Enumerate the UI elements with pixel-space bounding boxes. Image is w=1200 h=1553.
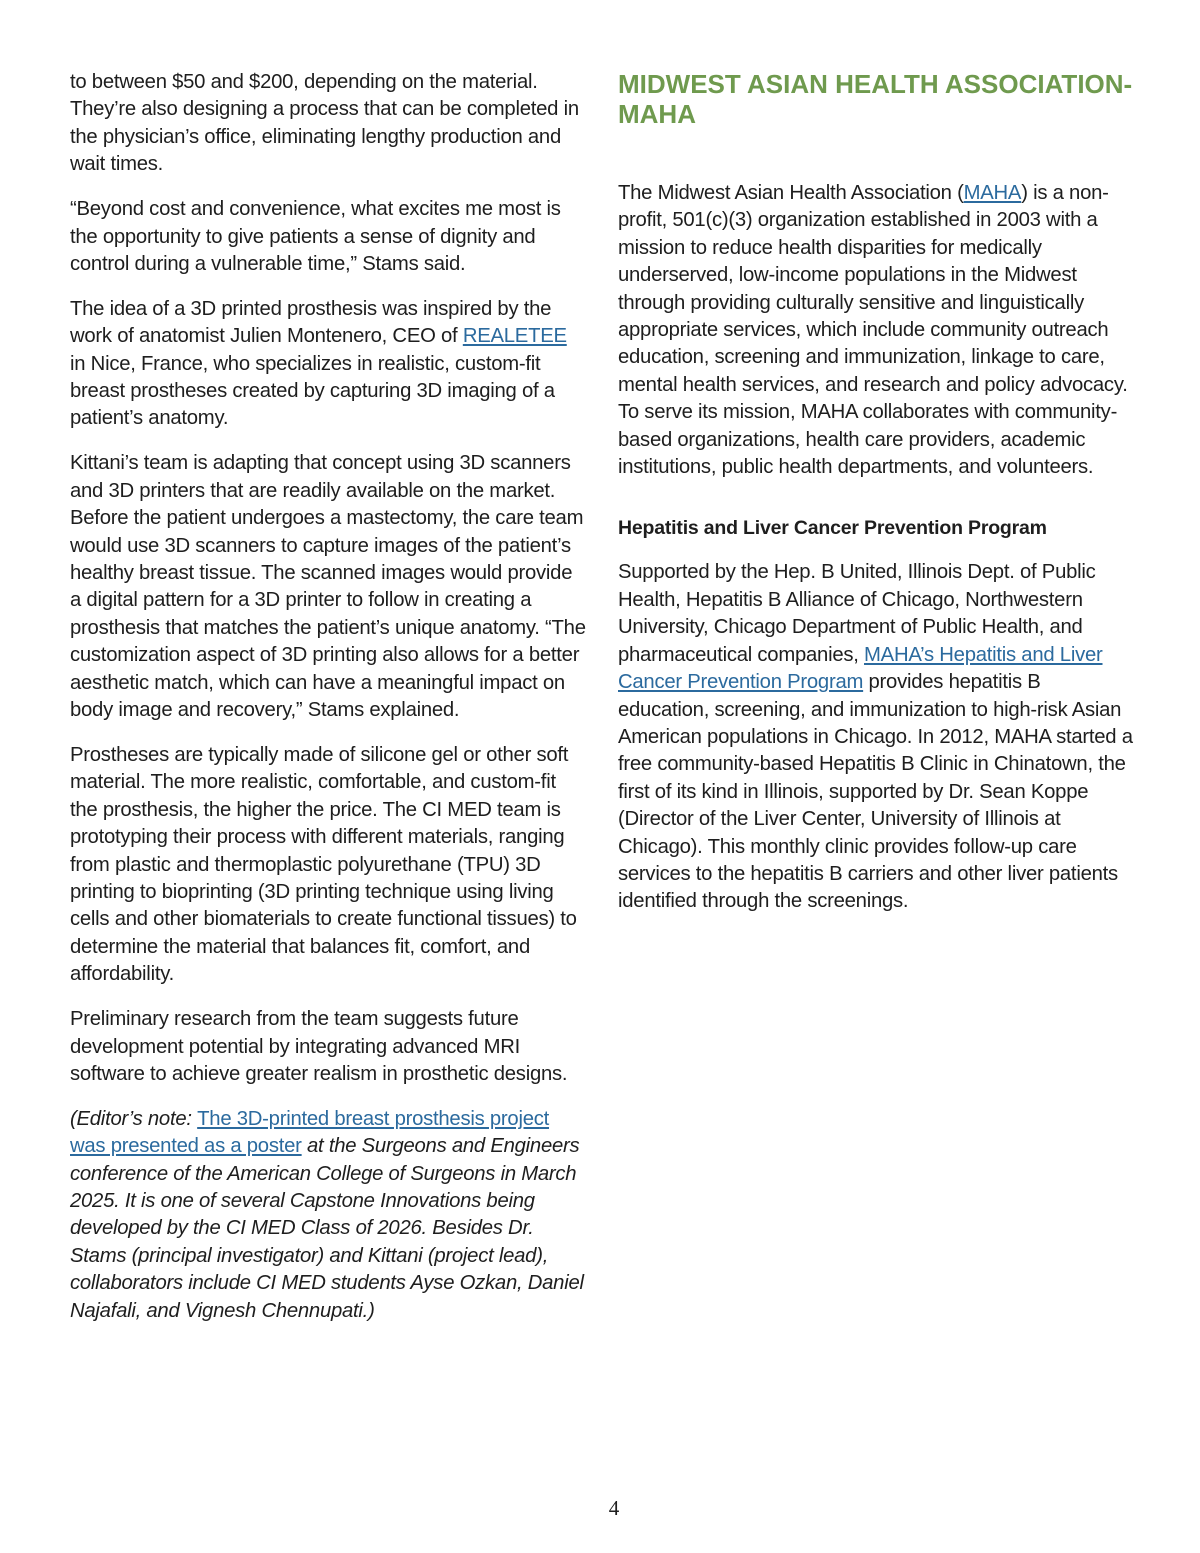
text: Supported by the Hep. B United, Illinois Dept. of Public Health, Hepatitis B Alliance of Chicago, Northwestern University, Chicago Department of Public Health, and pharmaceutical companies, xyxy=(618,561,1096,666)
prevention-program-link[interactable]: MAHA’s Hepatitis and Liver Cancer Prevention Program xyxy=(618,643,1103,694)
paragraph: Kittani’s team is adapting that concept using 3D scanners and 3D printers that are readily available on the market. Before the patient undergoes a mastectomy, the care team would use 3D scanners to capture images of the patient’s healthy breast tissue. The scanned images would provide a digital pattern for a 3D printer to follow in creating a prosthesis that matches the patient’s unique anatomy. “The customization aspect of 3D printing also allows for a better aesthetic match, which can have a meaningful impact on body image and recovery,” Stams explained. xyxy=(70,452,586,722)
section-heading: MIDWEST ASIAN HEALTH ASSOCIATION-MAHA xyxy=(618,69,1133,129)
text: ) is a non-profit, 501(c)(3) organization established in 2003 with a mission to reduce health disparities for medically underserved, low-income populations in the Midwest through providing culturally sensitive and linguistically appropriate services, which include community outreach education, screening and immunization, linkage to care, mental health services, and research and policy advocacy. To serve its mission, MAHA collaborates with community-based organizations, health care providers, academic institutions, public health departments, and volunteers. xyxy=(618,182,1128,479)
poster-link[interactable]: The 3D-printed breast prosthesis project was presented as a poster xyxy=(70,1107,550,1158)
text: The idea of a 3D printed prosthesis was inspired by the work of anatomist Julien Montenero, CEO of xyxy=(70,297,552,348)
text: in Nice, France, who specializes in realistic, custom-fit breast prostheses created by capturing 3D imaging of a patient’s anatomy. xyxy=(70,352,555,430)
text: provides hepatitis B education, screening, and immunization to high-risk Asian American populations in Chicago. In 2012, MAHA started a free community-based Hepatitis B Clinic in Chinatown, the first of its kind in Illinois, supported by Dr. Sean Koppe (Director of the Liver Center, University of Illinois at Chicago). This monthly clinic provides follow-up care services to the hepatitis B carriers and other liver patients identified through the screenings. xyxy=(618,671,1133,913)
realetee-link[interactable]: REALETEE xyxy=(462,325,567,348)
text: (Editor’s note: xyxy=(70,1107,198,1130)
subheading: Hepatitis and Liver Cancer Prevention Program xyxy=(618,517,1047,540)
paragraph: Preliminary research from the team suggests future development potential by integrating advanced MRI software to achieve greater realism in prosthetic designs. xyxy=(70,1008,568,1085)
editors-note xyxy=(70,1106,586,1325)
paragraph: Prostheses are typically made of silicone gel or other soft material. The more realistic, comfortable, and custom-fit the prosthesis, the higher the price. The CI MED team is prototyping their process with different materials, ranging from plastic and thermoplastic polyurethane (TPU) 3D printing to bioprinting (3D printing technique using living cells and other biomaterials to create functional tissues) to determine the material that balances fit, comfort, and affordability. xyxy=(70,743,577,986)
right-column xyxy=(618,69,1134,933)
text: at the Surgeons and Engineers conference of the American College of Surgeons in March 2025. It is one of several Capstone Innovations being developed by the CI MED Class of 2026. Besides Dr. Stams (principal investigator) and Kittani (project lead), collaborators include CI MED students Ayse Ozkan, Daniel Najafali, and Vignesh Chennupati.) xyxy=(70,1135,584,1322)
page-number: 4 xyxy=(608,1496,620,1520)
paragraph-quote: “Beyond cost and convenience, what excites me most is the opportunity to give patients a sense of dignity and control during a vulnerable time,” Stams said. xyxy=(70,198,561,275)
left-column xyxy=(70,69,586,1343)
paragraph xyxy=(70,296,586,433)
text: The Midwest Asian Health Association ( xyxy=(618,182,964,204)
paragraph xyxy=(618,559,1134,915)
paragraph xyxy=(618,180,1134,481)
maha-link[interactable]: MAHA xyxy=(963,182,1022,204)
paragraph: to between $50 and $200, depending on the material. They’re also designing a process that can be completed in the physician’s office, eliminating lengthy production and wait times. xyxy=(70,71,579,176)
